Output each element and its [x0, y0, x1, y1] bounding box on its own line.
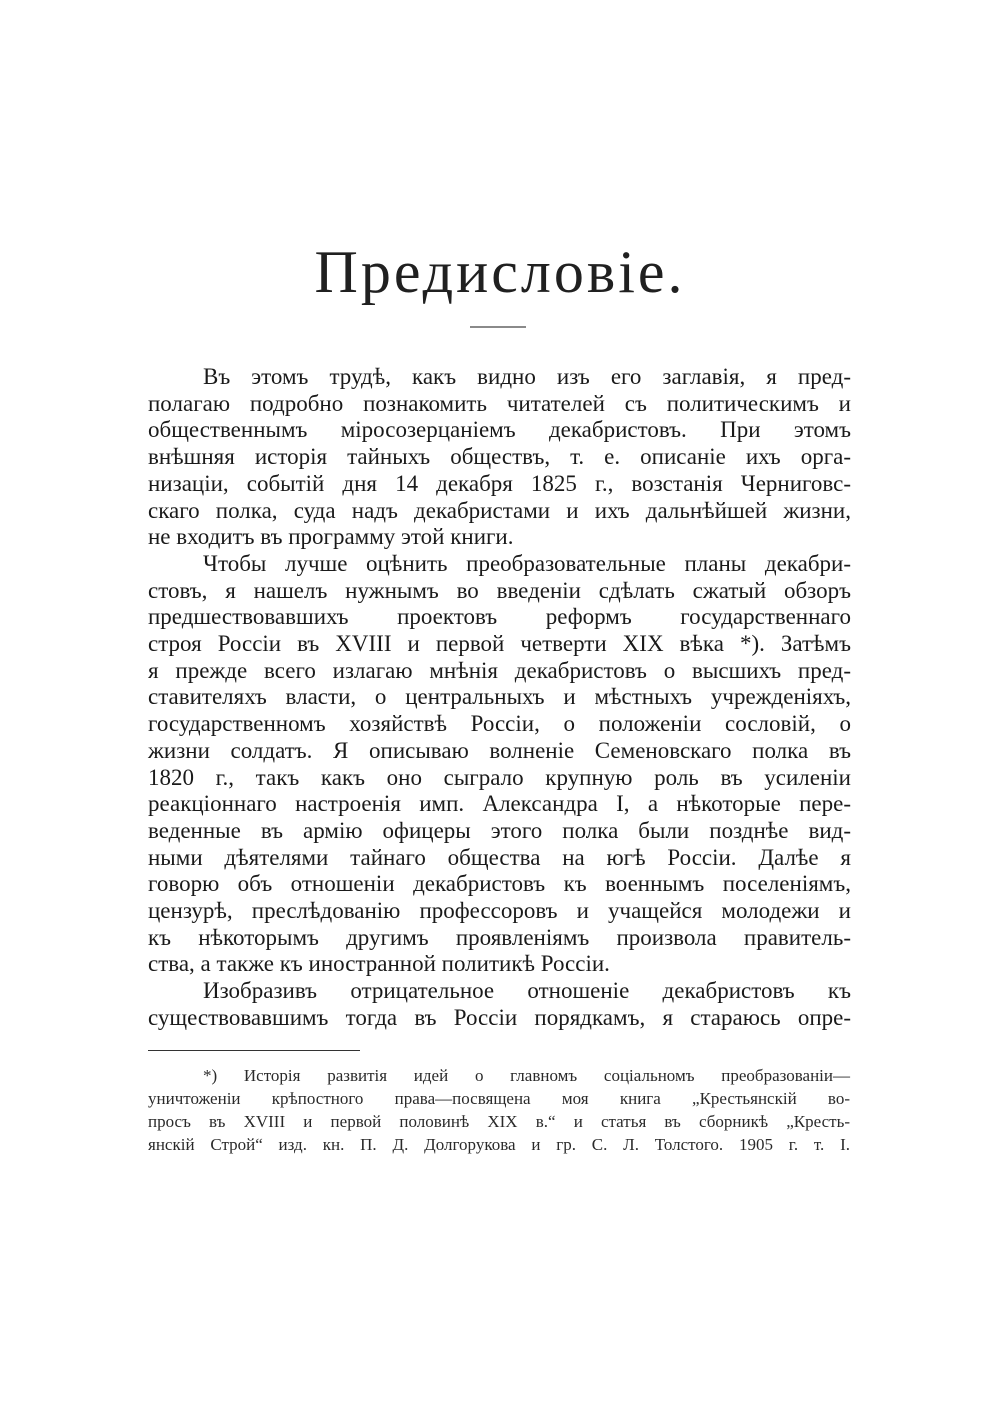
text-line: внѣшняя исторія тайныхъ обществъ, т. е. описаніе ихъ орга-	[148, 444, 851, 470]
footnote	[148, 1064, 850, 1156]
footnote-line: просъ въ XVIII и первой половинѣ XIX в.“ и статья въ сборникѣ „Кресть-	[148, 1112, 850, 1131]
title-divider	[470, 326, 526, 328]
text-line: строя Россіи въ XVIII и первой четверти XIX вѣка *). Затѣмъ	[148, 631, 851, 657]
text-line: ставителяхъ власти, о центральныхъ и мѣстныхъ учрежденіяхъ,	[148, 684, 851, 710]
footnote-line: уничтоженіи крѣпостного права—посвящена моя книга „Крестьянскій во-	[148, 1089, 850, 1108]
text-line: говорю объ отношеніи декабристовъ къ военнымъ поселеніямъ,	[148, 871, 851, 897]
text-line: жизни солдатъ. Я описываю волненіе Семеновскаго полка въ	[148, 737, 851, 763]
text-line: государственномъ хозяйствѣ Россіи, о положеніи сословій, о	[148, 711, 851, 737]
paragraph-3	[148, 978, 851, 1031]
text-line: реакціоннаго настроенія имп. Александра I, а нѣкоторые пере-	[148, 791, 851, 817]
paragraph-1	[148, 364, 851, 551]
text-line: я прежде всего излагаю мнѣнія декабристовъ о высшихъ пред-	[148, 657, 851, 683]
text-line: Изобразивъ отрицательное отношеніе декабристовъ къ	[203, 978, 851, 1004]
page-title: Предисловіе.	[314, 239, 686, 305]
text-line: ства, а также къ иностранной политикѣ Россіи.	[148, 951, 610, 977]
text-line: полагаю подробно познакомить читателей съ политическимъ и	[148, 390, 851, 416]
text-line: низаціи, событій дня 14 декабря 1825 г., возстанія Черниговс-	[148, 470, 851, 496]
text-line: стовъ, я нашелъ нужнымъ во введеніи сдѣлать сжатый обзоръ	[148, 577, 851, 603]
text-line: общественнымъ міросозерцаніемъ декабристовъ. При этомъ	[148, 417, 851, 443]
footnote-line: *) Исторія развитія идей о главномъ соціальномъ преобразованіи—	[203, 1066, 850, 1085]
text-line: 1820 г., такъ какъ оно сыграло крупную роль въ усиленіи	[148, 764, 851, 790]
text-line: существовавшимъ тогда въ Россіи порядкамъ, я стараюсь опре-	[148, 1004, 851, 1030]
footnote-divider	[148, 1050, 360, 1051]
text-line: веденные въ армію офицеры этого полка были позднѣе вид-	[148, 817, 851, 843]
text-line: цензурѣ, преслѣдованію профессоровъ и учащейся молодежи и	[148, 898, 851, 924]
text-line: къ нѣкоторымъ другимъ проявленіямъ произвола правитель-	[148, 924, 851, 950]
text-line: скаго полка, суда надъ декабристами и ихъ дальнѣйшей жизни,	[148, 497, 851, 523]
footnote-line: янскій Строй“ изд. кн. П. Д. Долгорукова и гр. С. Л. Толстого. 1905 г. т. I.	[148, 1135, 850, 1154]
text-line: не входитъ въ программу этой книги.	[148, 524, 514, 550]
body-text	[148, 364, 851, 1032]
text-line: Чтобы лучше оцѣнить преобразовательные планы декабри-	[203, 550, 851, 576]
text-line: Въ этомъ трудѣ, какъ видно изъ его заглавія, я пред-	[203, 364, 851, 389]
text-line: предшествовавшихъ проектовъ реформъ государственнаго	[148, 604, 851, 630]
paragraph-2	[148, 551, 851, 978]
text-line: ными дѣятелями тайнаго общества на югѣ Россіи. Далѣе я	[148, 844, 851, 870]
